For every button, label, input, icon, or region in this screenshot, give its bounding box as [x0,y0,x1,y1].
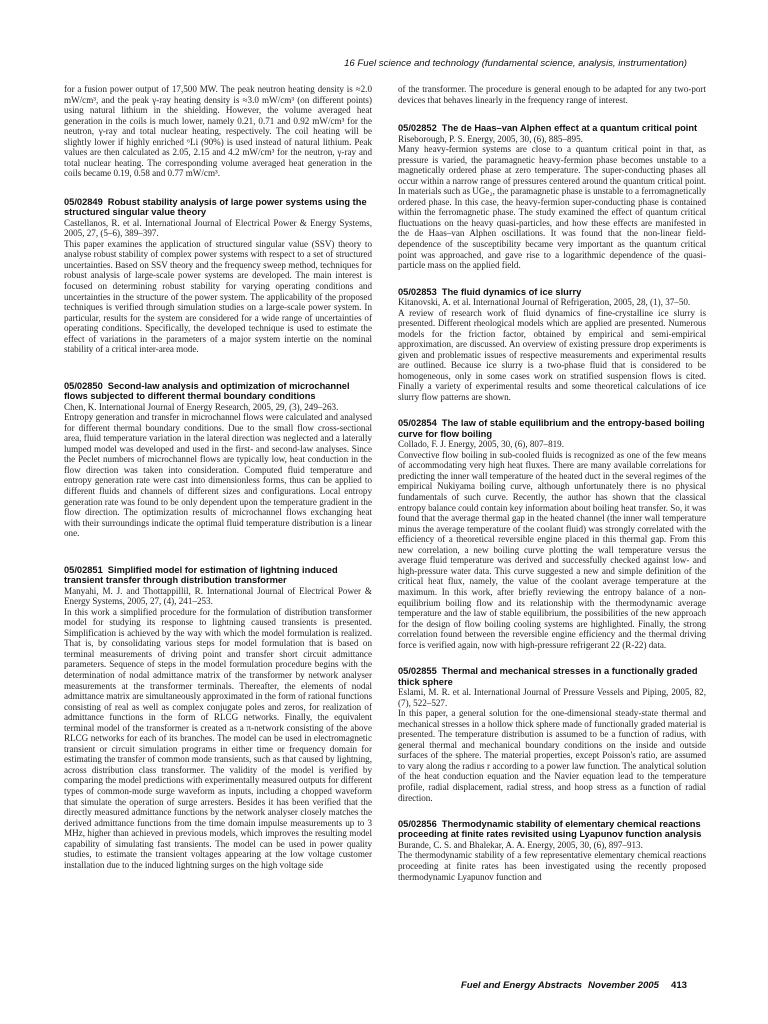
abstract-entry-05-02849 [64,197,372,355]
abstract-entry-05-02853 [398,287,706,403]
entry-citation: Kitanovski, A. et al. International Journal of Refrigeration, 2005, 28, (1), 37–50. [398,297,691,308]
entry-id: 05/02853 [398,286,437,297]
entry-title: The fluid dynamics of ice slurry [441,286,582,297]
abstract-entry-05-02854 [398,418,706,650]
entry-abstract: The thermodynamic stability of a few representative elementary chemical reactions proceeding at finite rates has been investigated using the recently proposed thermodynamic Lyapunov function and [398,850,706,882]
continued-abstract-fragment: of the transformer. The procedure is general enough to be adapted for any two-port devices that behaves linearly in the frequency range of interest. [398,84,706,105]
entry-abstract: Entropy generation and transfer in microchannel flows were calculated and analysed for different thermal boundary conditions. Due to the small flow cross-sectional area, fluid temperature variation in the lateral direction was neglected and a laterally lumped model was developed and used in the first- and second-law analyses. Since the Peclet numbers of microchannel flows are typically low, heat conduction in the flow direction was taken into consideration. Computed fluid temperature and entropy generation rate were cast into dimensionless forms, thus can be applied to different fluids and channels of different sizes and configurations. Local entropy generation rate was found to be only dependent upon the temperature gradient in the flow direction. The optimization results of microchannel flows exchanging heat with their surroundings indicate the optimal fluid temperature distribution is a linear one. [64,412,372,539]
entry-citation: Chen, K. International Journal of Energy Research, 2005, 29, (3), 249–263. [64,401,339,412]
abstract-entry-05-02850 [64,381,372,539]
abstract-entry-05-02856 [398,819,706,882]
left-column [64,84,372,886]
entry-abstract: This paper examines the application of structured singular value (SSV) theory to analyse robust stability of complex power systems with respect to a set of structured uncertainties. Based on SSV theory and the frequency sweep method, techniques for robust analysis of large-scale power systems are developed. The main interest is focused on determining robust stability for varying operating conditions and uncertainties in the structure of the power system. The applicability of the proposed techniques is verified through simulation studies on a large-scale power system. In particular, results for the system are considered for a wide range of uncertainties of operating conditions. Specifically, the developed technique is used to estimate the effect of variations in the parameters of a major system intertie on the nominal stability of a critical inter-area mode. [64,238,372,355]
entry-abstract: A review of research work of fluid dynamics of fine-crystalline ice slurry is presented. Different rheological models which are applied are presented. Numerous models for the friction factor, obtained by empirical and semi-empirical approximation, are discussed. An overview of existing pressure drop experiments is given and problematic issues of respective measurements and experimental results are outlined. Because ice slurry is a two-phase fluid that is considered to be homogeneous, only in some cases work on stratified suspension flows is cited. Finally a variety of experimental results and some theoretical calculations of ice slurry flow patterns are shown. [398,307,706,402]
entry-heading [64,381,372,402]
footer-issue: November 2005 [588,980,659,991]
entry-abstract: Convective flow boiling in sub-cooled fluids is recognized as one of the few means of accommodating very high heat fluxes. There are many available correlations for predicting the inner wall temperature of the heated duct in the several regimes of the empirical Nukiyama boiling curve, although unfortunately there is no physical fundamentals of such curve. Recently, the author has shown that the classical entropy balance could contain key information about boiling heat transfer. So, it was found that the average thermal gap in the heated channel (the inner wall temperature minus the average temperature of the coolant fluid) was strongly correlated with the efficiency of a theoretical reversible engine placed in this thermal gap. From this new correlation, a new boiling curve plotting the wall temperature versus the average fluid temperature was derived and successfully checked against low- and high-pressure water data. This curve suggested a new and simple definition of the critical heat flux, namely, the value of the coolant average temperature at the maximum. In this work, after briefly reviewing the entropy balance of a non-equilibrium boiling flow and its relationship with the thermodynamic average temperature and the law of stable equilibrium, the possibilities of the new approach for the design of flow boiling cooling systems are highlighted. Finally, the strong correlation found between the reversible engine efficiency and the thermal driving force is verified again, now with high-pressure refrigerant 22 (R-22) data. [398,449,706,650]
entry-id: 05/02851 [64,564,103,575]
entry-heading [398,287,706,297]
entry-citation: Eslami, M. R. et al. International Journal of Pressure Vessels and Piping, 2005, 82, (7), 522–527. [398,687,706,708]
abstract-entry-05-02855 [398,666,706,803]
entry-title: The de Haas–van Alphen effect at a quantum critical point [441,123,698,134]
entry-title: Thermal and mechanical stresses in a functionally graded thick sphere [398,666,698,687]
footer-journal: Fuel and Energy Abstracts [460,980,583,991]
entry-citation: Castellanos, R. et al. International Journal of Electrical Power & Energy Systems, 2005, 27, (5–6), 389–397. [64,217,372,239]
abstract-entry-05-02852 [398,123,706,271]
continued-abstract-fragment: for a fusion power output of 17,500 MW. The peak neutron heating density is ≈2.0 mW/cm³, and the peak γ-ray heating density is ≈3.0 mW/cm³ (on different points) using natural lithium in the shielding. However, the volume averaged heat generation in the coils is much lower, namely 0.21, 0.71 and 0.92 mW/cm³ for the neutron, γ-ray and total nuclear heating, respectively. The coil heating will be slightly lower if highly enriched ⁶Li (90%) is used instead of natural lithium. Peak values are then calculated as 2.05, 2.15 and 4.2 mW/cm³ for the neutron, γ-ray and total nuclear heating. The corresponding volume averaged heat generation in the coils became 0.19, 0.58 and 0.77 mW/cm³. [64,84,372,179]
entry-citation: Manyahi, M. J. and Thottappillil, R. International Journal of Electrical Power & Energy Systems, 2005, 27, (4), 241–253. [64,585,372,607]
entry-title: Simplified model for estimation of lightning induced transient transfer through distribution transformer [64,564,338,586]
entry-heading [398,123,706,133]
entry-id: 05/02850 [64,380,103,391]
entry-abstract: Many heavy-fermion systems are close to a quantum critical point in that, as pressure is varied, the paramagnetic heavy-fermion phase becomes unstable to a magnetically ordered phase at zero temperature. The super-conducting phases all occur within a narrow range of pressures centered around the quantum critical point. In materials such as UGe₂, the paramagnetic phase is unstable to a ferromagnetically ordered phase. In this case, the heavy-fermion super-conducting phase is contained within the ferromagnetic phase. The study examined the effect of quantum critical fluctuations on the heavy quasi-particles, and how these effects are manifested in the de Haas–van Alphen oscillations. It was found that the non-linear field-dependence of the susceptibility became very important as the quantum critical point was approached, and gave rise to a logarithmic dependence of the quasi-particle mass on the applied field. [398,144,706,271]
entry-citation: Collado, F. J. Energy, 2005, 30, (6), 807–819. [398,439,564,450]
page-number: 413 [670,980,687,991]
entry-title: Robust stability analysis of large power systems using the structured singular value theory [64,196,367,218]
entry-id: 05/02856 [398,819,437,830]
entry-title: The law of stable equilibrium and the entropy-based boiling curve for flow boiling [398,418,705,439]
entry-abstract: In this work a simplified procedure for the formulation of distribution transformer model for studying its response to lightning caused transients is presented. Simplification is achieved by the way with which the model formulation is realized. That is, by consolidating various steps for model formulation that is based on terminal measurements of driving point and transfer short circuit admittance parameters. Sequence of steps in the model formulation procedure begins with the determination of nodal admittance matrix of the transformer by network analyser measurements at the transformer terminals. Thereafter, the elements of nodal admittance matrix are simultaneously approximated in the form of rational functions consisting of real as well as complex conjugate poles and zeros, for realization of admittance functions in the form of RLCG networks. Finally, the equivalent terminal model of the transformer is created as a π-network consisting of the above RLCG networks for each of its branches. The model can be used in electromagnetic transient or circuit simulation programs in either time or frequency domain for estimating the transfer of common mode transients, such as that caused by lightning, across distribution class transformer. The validity of the model is verified by comparing the model predictions with experimentally measured outputs for different types of common-mode surge waveform as inputs, including a chopped waveform that simulate the operation of surge arresters. Besides it has been verified that the directly measured admittance functions by the network analyser closely matches the derived admittance functions from the time domain impulse measurements up to 3 MHz, higher than achieved in previous models, which improves the resulting model capability of simulating fast transients. The model can be used in power quality studies, to estimate the transient voltages appearing at the low voltage customer installation due to the induced lightning surges on the high voltage side [64,606,372,870]
entry-id: 05/02849 [64,196,103,207]
running-head: 16 Fuel science and technology (fundamental science, analysis, instrumentation) [344,58,687,69]
abstract-entry-05-02851 [64,565,372,871]
entry-title: Second-law analysis and optimization of microchannel flows subjected to different thermal boundary conditions [64,380,350,402]
right-column [398,84,706,898]
page-footer [0,980,687,991]
entry-heading [398,666,706,687]
entry-heading [398,418,706,439]
entry-id: 05/02854 [398,418,437,429]
entry-heading [398,819,706,840]
entry-heading [64,197,372,218]
entry-citation: Burande, C. S. and Bhalekar, A. A. Energy, 2005, 30, (6), 897–913. [398,839,643,850]
entry-heading [64,565,372,586]
entry-title: Thermodynamic stability of elementary chemical reactions proceeding at finite rates revisited using Lyapunov function analysis [398,819,702,840]
entry-id: 05/02855 [398,666,437,677]
entry-abstract: In this paper, a general solution for the one-dimensional steady-state thermal and mechanical stresses in a hollow thick sphere made of functionally graded material is presented. The temperature distribution is assumed to be a function of radius, with general thermal and mechanical boundary conditions on the inside and outside surfaces of the sphere. The material properties, except Poisson's ratio, are assumed to vary along the radius r according to a power law function. The analytical solution of the heat conduction equation and the Navier equation lead to the temperature profile, radial displacement, radial stress, and hoop stress as a function of radial direction. [398,708,706,803]
entry-citation: Riseborough, P. S. Energy, 2005, 30, (6), 885–895. [398,133,583,144]
entry-id: 05/02852 [398,123,437,134]
